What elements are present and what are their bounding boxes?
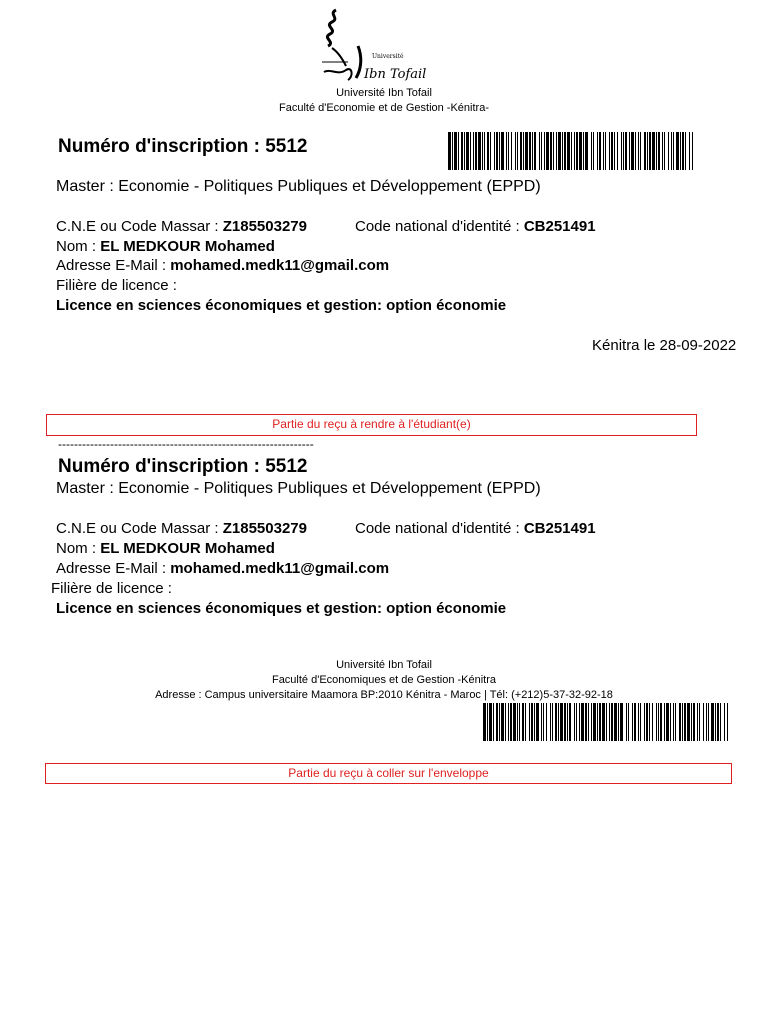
footer-block	[84, 658, 684, 703]
footer-faculty: Faculté d'Economiques et de Gestion -Kénitra	[271, 674, 497, 686]
barcode-bar	[638, 132, 639, 170]
barcode-bar	[461, 132, 463, 170]
barcode-bar	[489, 703, 492, 741]
barcode-bar	[632, 703, 633, 741]
barcode-bar	[673, 132, 674, 170]
barcode-bar	[652, 703, 653, 741]
email-label: Adresse E-Mail :	[56, 560, 171, 577]
barcode-bar	[620, 703, 623, 741]
barcode-bar	[638, 703, 639, 741]
barcode-bar	[501, 703, 504, 741]
barcode-bar	[515, 132, 516, 170]
barcode-bar	[644, 703, 645, 741]
barcode-bar	[680, 132, 681, 170]
barcode-bar	[628, 703, 629, 741]
barcode-bar	[652, 132, 655, 170]
barcode-bar	[544, 132, 545, 170]
barcode-bar	[490, 132, 491, 170]
email-line	[56, 257, 389, 274]
barcode-bar	[569, 703, 571, 741]
barcode-bar	[553, 132, 554, 170]
barcode-bar	[649, 703, 650, 741]
licence-value-envelope: Licence en sciences économiques et gestion: option économie	[56, 600, 507, 617]
barcode-bar	[647, 132, 648, 170]
barcode-bar	[691, 703, 692, 741]
barcode-bar	[579, 703, 580, 741]
barcode-bar	[609, 703, 610, 741]
barcode-bar	[720, 703, 721, 741]
barcode-bar	[519, 703, 520, 741]
issue-date: Kénitra le 28-09-2022	[592, 337, 737, 354]
barcode-bar	[685, 132, 686, 170]
barcode-bar	[593, 132, 594, 170]
cin-line	[355, 218, 596, 235]
barcode-bar	[517, 132, 518, 170]
barcode-bar	[478, 132, 481, 170]
barcode-bar	[640, 703, 641, 741]
university-logo-icon	[318, 6, 426, 86]
cne-value: Z185503279	[222, 218, 307, 235]
barcode-bar	[606, 703, 607, 741]
barcode-bar	[499, 703, 500, 741]
barcode-bar	[640, 132, 641, 170]
barcode-bar	[618, 703, 619, 741]
barcode-bar	[656, 703, 657, 741]
barcode-bar	[452, 132, 453, 170]
barcode-bar	[591, 703, 592, 741]
barcode-bar	[579, 132, 582, 170]
barcode-bar	[635, 132, 636, 170]
name-value: EL MEDKOUR Mohamed	[100, 238, 275, 255]
barcode-bar	[676, 132, 679, 170]
barcode-bar	[673, 703, 674, 741]
barcode-bar	[603, 132, 604, 170]
barcode-bar	[505, 703, 506, 741]
barcode-bar	[506, 132, 507, 170]
barcode-bar	[529, 703, 530, 741]
barcode-bar	[658, 132, 660, 170]
barcode-bar	[602, 703, 605, 741]
barcode-bar	[484, 132, 485, 170]
barcode-bar	[482, 132, 483, 170]
barcode-bar	[556, 132, 557, 170]
barcode-bar	[609, 132, 610, 170]
email-line-envelope	[56, 560, 389, 577]
barcode-bar	[626, 703, 627, 741]
barcode-bar	[585, 703, 587, 741]
header	[184, 86, 584, 116]
barcode-bar	[541, 132, 542, 170]
barcode-bar	[571, 132, 572, 170]
barcode-bar	[687, 703, 690, 741]
barcode-bar	[552, 703, 553, 741]
barcode-bar	[562, 132, 563, 170]
barcode-bar	[715, 703, 716, 741]
barcode-bar	[550, 703, 551, 741]
barcode-bar	[614, 703, 617, 741]
identity-line	[56, 218, 307, 235]
barcode-bar	[588, 703, 589, 741]
barcode-bar	[499, 132, 500, 170]
barcode-bar	[670, 703, 671, 741]
barcode-bar	[629, 132, 630, 170]
barcode-bar	[597, 703, 598, 741]
cin-label: Code national d'identité :	[355, 520, 524, 537]
barcode-bar	[496, 132, 498, 170]
barcode-bar	[699, 703, 700, 741]
barcode-bar	[711, 703, 714, 741]
cut-separator: ----------------------------------------------------------------	[58, 437, 314, 451]
barcode-bar	[599, 132, 601, 170]
cin-label: Code national d'identité :	[355, 218, 524, 235]
barcode-bar	[543, 703, 544, 741]
barcode-bar	[525, 703, 526, 741]
barcode-bar	[539, 132, 540, 170]
barcode-bar	[464, 132, 465, 170]
barcode-bar	[706, 703, 707, 741]
barcode-bar	[454, 132, 457, 170]
barcode-bar	[591, 132, 592, 170]
barcode-bar	[511, 132, 512, 170]
barcode-bar	[689, 132, 690, 170]
cin-line-envelope	[355, 520, 596, 537]
barcode-bar	[668, 132, 669, 170]
cne-label: C.N.E ou Code Massar :	[56, 218, 223, 235]
envelope-receipt-box: Partie du reçu à coller sur l'enveloppe	[45, 763, 732, 784]
licence-label: Filière de licence :	[56, 277, 177, 294]
barcode-bar	[614, 132, 615, 170]
barcode-bar	[576, 703, 577, 741]
barcode-bar	[599, 703, 601, 741]
cin-value: CB251491	[523, 520, 596, 537]
barcode-bar	[644, 132, 646, 170]
email-value: mohamed.medk11@gmail.com	[170, 560, 390, 577]
barcode-bar	[473, 132, 474, 170]
barcode-bar	[585, 132, 588, 170]
barcode-bar	[625, 132, 627, 170]
barcode-bar	[682, 132, 684, 170]
barcode-bar	[727, 703, 728, 741]
barcode-bar	[717, 703, 719, 741]
barcode-bar	[487, 703, 488, 741]
email-label: Adresse E-Mail :	[56, 257, 171, 274]
barcode-bar	[550, 132, 552, 170]
barcode-bar	[583, 132, 584, 170]
barcode-bar	[631, 132, 634, 170]
barcode-bar	[525, 132, 528, 170]
identity-line-envelope	[56, 520, 307, 537]
barcode-bar	[508, 703, 509, 741]
barcode-bar	[649, 132, 651, 170]
barcode-bar	[666, 703, 669, 741]
barcode-bar	[501, 132, 504, 170]
barcode-bar	[546, 703, 547, 741]
registration-number: Numéro d'inscription : 5512	[58, 136, 308, 157]
name-label: Nom :	[56, 540, 101, 557]
barcode-bar	[662, 132, 663, 170]
student-receipt-box: Partie du reçu à rendre à l'étudiant(e)	[46, 414, 697, 436]
barcode-bar	[664, 132, 665, 170]
name-line	[56, 238, 275, 255]
barcode-bar	[496, 703, 498, 741]
barcode-bar	[493, 703, 494, 741]
footer-university: Université Ibn Tofail	[336, 659, 432, 671]
barcode-icon	[448, 132, 696, 170]
email-value: mohamed.medk11@gmail.com	[170, 257, 390, 274]
barcode-bar	[564, 703, 566, 741]
barcode-bar	[724, 703, 725, 741]
barcode-bar	[567, 703, 568, 741]
barcode-bar	[658, 703, 659, 741]
barcode-bar	[574, 132, 575, 170]
barcode-bar	[576, 132, 578, 170]
barcode-bar	[475, 132, 477, 170]
svg-text:Ibn Tofail: Ibn Tofail	[364, 67, 426, 82]
barcode-bar	[522, 703, 524, 741]
barcode-bar	[611, 703, 613, 741]
cne-value: Z185503279	[222, 520, 307, 537]
faculty-name: Faculté d'Economie et de Gestion -Kénitra-	[279, 102, 489, 114]
barcode-bar	[656, 132, 657, 170]
barcode-bar	[692, 132, 693, 170]
barcode-bar	[693, 703, 695, 741]
barcode-bar	[517, 703, 518, 741]
barcode-bar	[558, 703, 559, 741]
barcode-bar	[675, 703, 676, 741]
barcode-bar	[531, 703, 533, 741]
barcode-bar	[458, 132, 459, 170]
barcode-bar	[508, 132, 509, 170]
barcode-bar	[646, 703, 648, 741]
barcode-icon	[483, 703, 731, 741]
barcode-bar	[534, 703, 535, 741]
barcode-bar	[611, 132, 613, 170]
barcode-bar	[448, 132, 451, 170]
barcode-bar	[574, 703, 575, 741]
barcode-bar	[494, 132, 495, 170]
barcode-bar	[593, 703, 596, 741]
barcode-bar	[560, 703, 563, 741]
barcode-bar	[682, 703, 683, 741]
barcode-bar	[534, 132, 536, 170]
barcode-bar	[703, 703, 704, 741]
name-line-envelope	[56, 540, 275, 557]
barcode-bar	[621, 132, 622, 170]
barcode-bar	[564, 132, 566, 170]
barcode-bar	[541, 703, 542, 741]
barcode-bar	[466, 132, 469, 170]
footer-address: Adresse : Campus universitaire Maamora BP:2010 Kénitra - Maroc | Tél: (+212)5-37-32-92-18	[155, 689, 613, 701]
barcode-bar	[558, 132, 561, 170]
barcode-bar	[513, 703, 516, 741]
barcode-bar	[708, 703, 709, 741]
barcode-bar	[483, 703, 486, 741]
barcode-bar	[671, 132, 672, 170]
barcode-bar	[634, 703, 636, 741]
barcode-bar	[684, 703, 686, 741]
barcode-bar	[536, 703, 539, 741]
university-name: Université Ibn Tofail	[336, 87, 432, 99]
cin-value: CB251491	[523, 218, 596, 235]
barcode-bar	[697, 703, 698, 741]
barcode-bar	[546, 132, 549, 170]
barcode-bar	[487, 132, 489, 170]
barcode-bar	[605, 132, 606, 170]
barcode-bar	[523, 132, 524, 170]
barcode-bar	[567, 132, 570, 170]
barcode-bar	[597, 132, 598, 170]
barcode-bar	[529, 132, 531, 170]
master-program: Master : Economie - Politiques Publiques et Développement (EPPD)	[56, 178, 541, 195]
name-label: Nom :	[56, 238, 101, 255]
registration-number-envelope: Numéro d'inscription : 5512	[58, 456, 308, 477]
barcode-bar	[470, 132, 471, 170]
barcode-bar	[555, 703, 557, 741]
barcode-bar	[510, 703, 512, 741]
barcode-bar	[581, 703, 584, 741]
barcode-bar	[617, 132, 618, 170]
name-value: EL MEDKOUR Mohamed	[100, 540, 275, 557]
barcode-bar	[660, 703, 662, 741]
cne-label: C.N.E ou Code Massar :	[56, 520, 223, 537]
barcode-bar	[520, 132, 522, 170]
barcode-bar	[532, 132, 533, 170]
barcode-bar	[679, 703, 681, 741]
licence-value: Licence en sciences économiques et gestion: option économie	[56, 297, 507, 314]
barcode-bar	[664, 703, 665, 741]
licence-label-envelope: Filière de licence :	[51, 580, 172, 597]
master-program-envelope: Master : Economie - Politiques Publiques et Développement (EPPD)	[56, 480, 541, 497]
barcode-bar	[623, 132, 624, 170]
svg-text:Université: Université	[372, 53, 404, 60]
